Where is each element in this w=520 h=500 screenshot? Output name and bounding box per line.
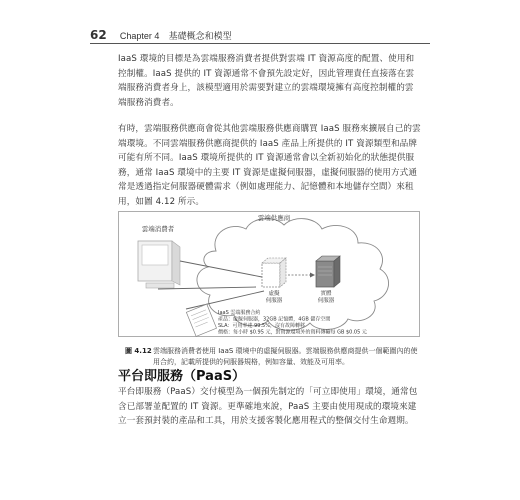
virtual-server-label: 虛擬 [268, 291, 280, 297]
chapter-label: Chapter 4 [119, 31, 160, 41]
physical-server-label: 實體 [320, 291, 332, 297]
paragraph-3: 平台即服務（PaaS）交付模型為一個預先制定的「可立即使用」環境，通常包含已部署並配置的 IT 資源。更準確地來說，PaaS 主要由使用現成的環境來建立一套預封裝的產品和工具，用於支援客製化應用程式的整個交付生命週期。 [118, 387, 418, 426]
physical-server-label-2: 伺服器 [317, 298, 335, 304]
page-number: 62 [90, 28, 107, 42]
header-rule [90, 43, 430, 44]
workstation-icon [138, 241, 180, 288]
cloud-consumer-label: 雲端消費者 [141, 225, 175, 233]
paragraph-2: 有時，雲端服務供應商會從其他雲端服務供應商購買 IaaS 服務來擴展自己的雲端環境。不同雲端服務供應商提供的 IaaS 產品上所提供的 IT 資源類型和品牌可能有所不同。IaaS 環境所提供的 IT 資源通常會以全新初始化的狀態提供服務，通常 IaaS 環境中的主要 IT 資源是虛擬伺服器，虛擬伺服器的使用方式通常是透過指定伺服器硬體需求（例如處理能力、記憶體和本地儲存空間）來租用，如圖 4.12 所示。 [118, 124, 421, 207]
iaas-diagram [118, 211, 420, 337]
virtual-server-icon [262, 258, 286, 287]
virtual-server-label-2: 伺服器 [265, 298, 283, 304]
paragraph-1: IaaS 環境的目標是為雲端服務消費者提供對雲端 IT 資源高度的配置、使用和控制權。IaaS 提供的 IT 資源通常不會預先設定好，因此管理責任直接落在雲端服務消費者身上，該模型適用於需要對建立的雲端環境擁有高度控制權的雲端服務消費者。 [118, 54, 415, 108]
figure-number: 圖 4.12 [125, 347, 152, 355]
cloud-provider-label: 雲端供應商 [257, 214, 291, 222]
lease-line-2: 產品：虛擬伺服器，32GB 記憶體，4GB 儲存空間 [218, 316, 331, 323]
running-header [90, 28, 232, 42]
section-title: 平台即服務（PaaS） [118, 369, 246, 384]
chapter-title: 基礎概念和模型 [168, 32, 232, 42]
lease-line-3: SLA：可用率達 99.5%，沒有故障轉移 [218, 323, 305, 329]
physical-server-icon [316, 256, 340, 287]
figure-caption-text: 雲端服務消費者使用 IaaS 環境中的虛擬伺服器。雲端服務供應商提供一個範圍內的使用合約，記載所提供的伺服器規格，例如容量、效能及可用率。 [153, 347, 418, 366]
figure-4-12 [118, 211, 420, 337]
lease-line-4: 價格：每小時 $0.95 元，對資源環境外的資料傳輸每 GB $0.05 元 [218, 329, 367, 336]
lease-line-1: IaaS 雲端服務合約 [218, 310, 261, 316]
